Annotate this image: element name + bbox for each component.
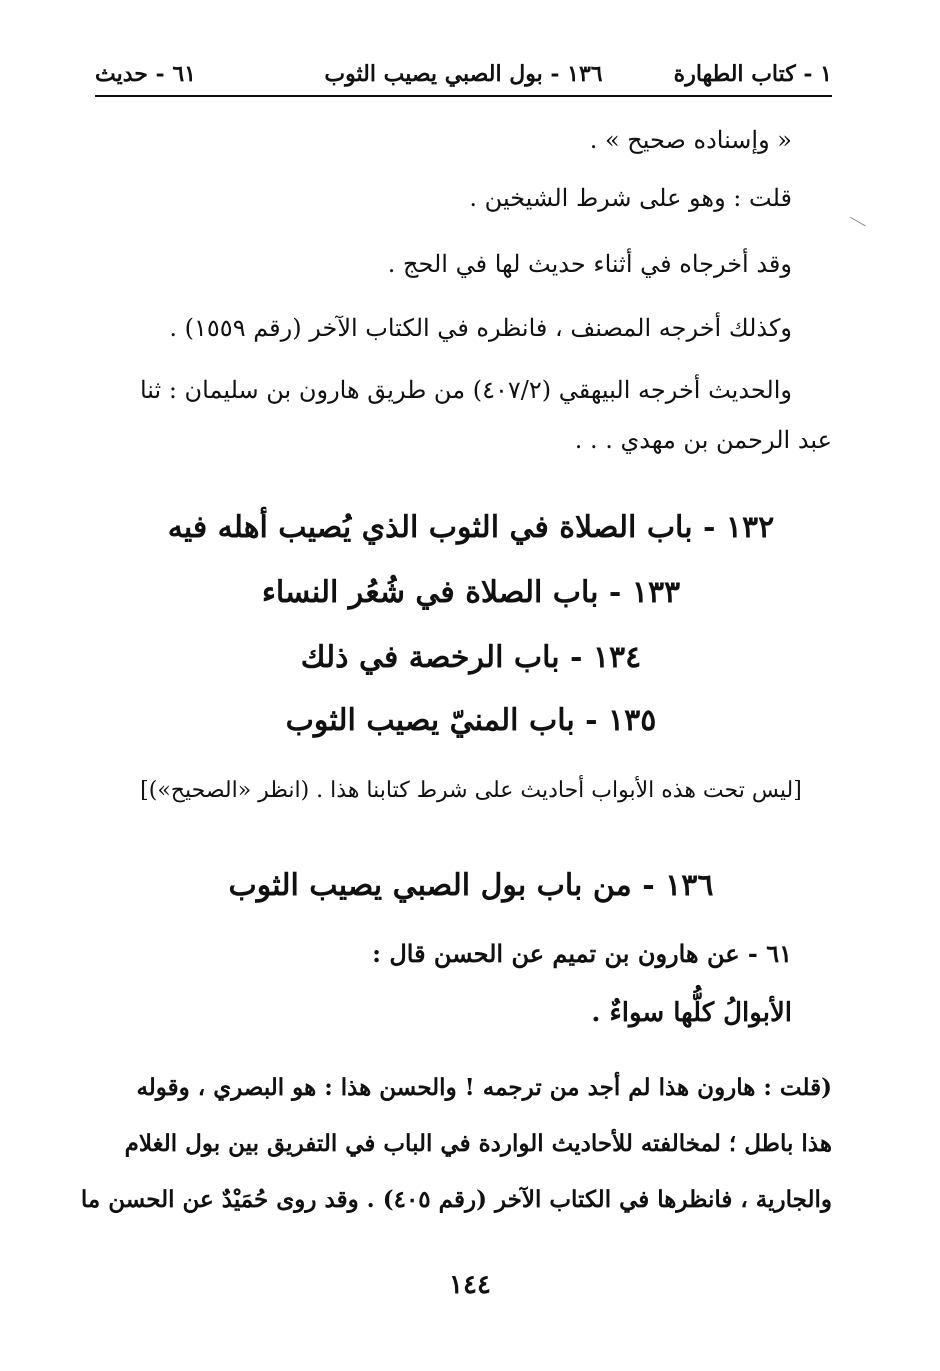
commentary — [80, 1060, 832, 1228]
paragraph-bayhaqi-line1: والحديث أخرجه البيهقي (٤٠٧/٢) من طريق هارون بن سليمان : ثنا — [139, 376, 792, 404]
commentary-line: (قلت : هارون هذا لم أجد من ترجمه ! والحسن هذا : هو البصري ، وقوله — [136, 1074, 832, 1101]
chapter-heading-134: ١٣٤ - باب الرخصة في ذلك — [300, 640, 642, 675]
header-hadith-number: ٦١ - حديث — [95, 61, 196, 87]
chapters-note: [ليس تحت هذه الأبواب أحاديث على شرط كتابنا هذا . (انظر «الصحيح»)] — [140, 778, 802, 803]
paragraph-shaykhayn: قلت : وهو على شرط الشيخين . — [469, 184, 792, 212]
header-book-title: ١ - كتاب الطهارة — [673, 61, 832, 87]
header-chapter-title: ١٣٦ - بول الصبي يصيب الثوب — [324, 61, 603, 87]
commentary-line: والجارية ، فانظرها في الكتاب الآخر (رقم ٤٠٥) . وقد روى حُمَيْدٌ عن الحسن ما — [80, 1186, 832, 1213]
hadith-intro: ٦١ - عن هارون بن تميم عن الحسن قال : — [372, 939, 792, 968]
paragraph-musannaf: وكذلك أخرجه المصنف ، فانظره في الكتاب الآخر (رقم ١٥٥٩) . — [169, 314, 792, 342]
margin-mark: ⟋ — [848, 210, 868, 235]
commentary-line: هذا باطل ؛ لمخالفته للأحاديث الواردة في الباب في التفريق بين بول الغلام — [124, 1130, 832, 1157]
page-number: ١٤٤ — [449, 1270, 491, 1300]
paragraph-isnad-sahih: « وإسناده صحيح » . — [589, 126, 792, 154]
paragraph-hajj: وقد أخرجاه في أثناء حديث لها في الحج . — [387, 250, 792, 278]
chapter-heading-136: ١٣٦ - من باب بول الصبي يصيب الثوب — [228, 868, 714, 903]
chapter-heading-132: ١٣٢ - باب الصلاة في الثوب الذي يُصيب أهله فيه — [167, 510, 775, 545]
chapter-heading-135: ١٣٥ - باب المنيّ يصيب الثوب — [285, 703, 657, 738]
paragraph-bayhaqi-line2: عبد الرحمن بن مهدي . . . — [574, 426, 832, 454]
running-header — [95, 55, 832, 97]
chapter-heading-133: ١٣٣ - باب الصلاة في شُعُر النساء — [261, 575, 681, 610]
hadith-text: الأبوالُ كلُّها سواءٌ . — [591, 998, 792, 1028]
